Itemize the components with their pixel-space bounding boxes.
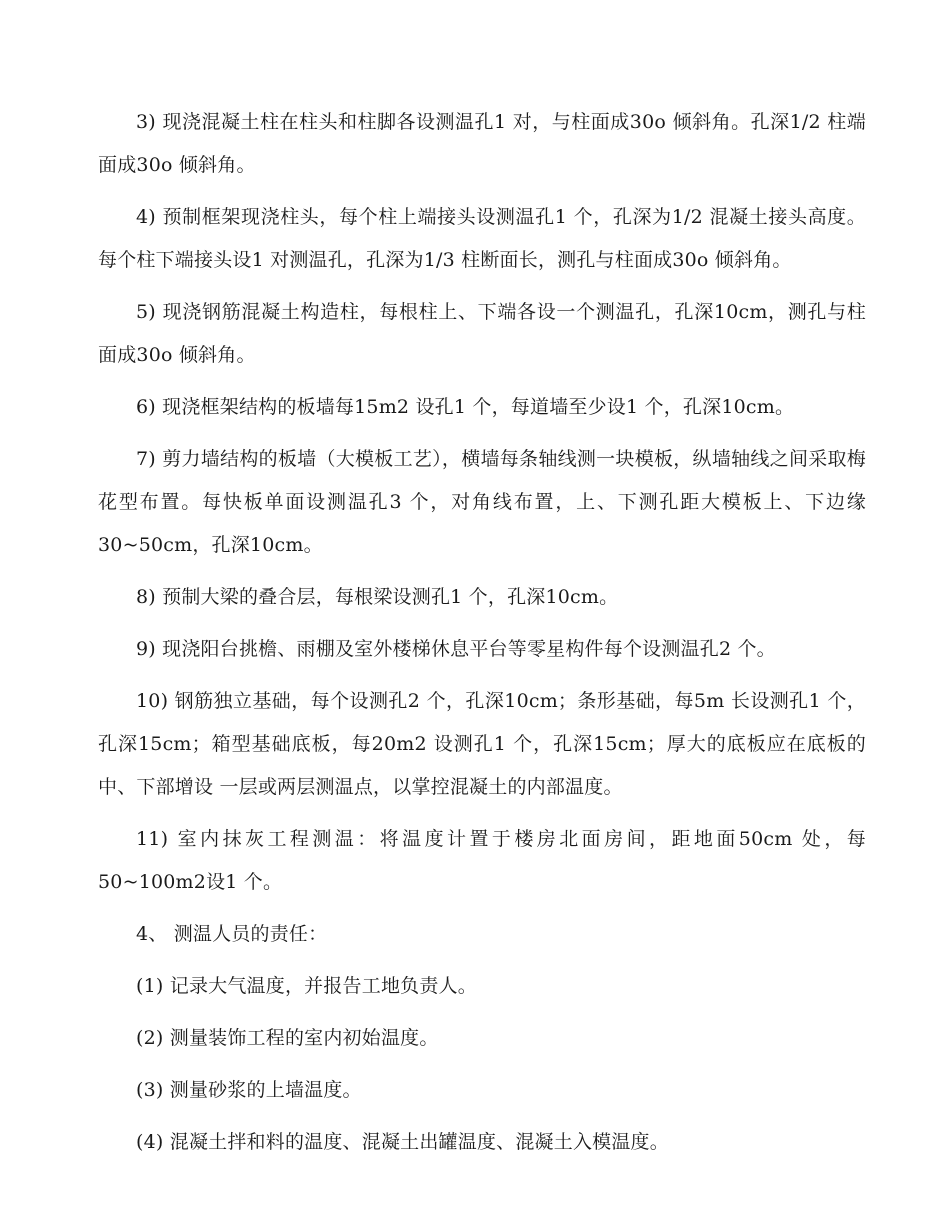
responsibility-item-4: (4) 混凝土拌和料的温度、混凝土出罐温度、混凝土入模温度。 — [136, 1131, 669, 1153]
paragraph-item-9: 9) 现浇阳台挑檐、雨棚及室外楼梯休息平台等零星构件每个设测温孔2 个。 — [136, 638, 776, 660]
responsibility-item-1: (1) 记录大气温度，并报告工地负责人。 — [136, 975, 477, 997]
section-heading-4: 4、 测温人员的责任： — [136, 923, 328, 945]
paragraph-item-3: 3) 现浇混凝土柱在柱头和柱脚各设测温孔1 对，与柱面成30o 倾斜角。孔深1/2 柱端面成30o 倾斜角。 — [98, 111, 866, 176]
responsibility-item-2: (2) 测量装饰工程的室内初始温度。 — [136, 1027, 439, 1049]
paragraph-item-6: 6) 现浇框架结构的板墙每15m2 设孔1 个，每道墙至少设1 个，孔深10cm。 — [136, 396, 795, 418]
paragraph-item-11: 11) 室内抹灰工程测温：将温度计置于楼房北面房间，距地面50cm 处，每50~100m2设1 个。 — [98, 828, 866, 893]
paragraph-item-7: 7) 剪力墙结构的板墙（大模板工艺），横墙每条轴线测一块模板，纵墙轴线之间采取梅花型布置。每快板单面设测温孔3 个，对角线布置，上、下测孔距大模板上、下边缘30~50cm，孔深10cm。 — [98, 448, 866, 556]
paragraph-item-4: 4) 预制框架现浇柱头，每个柱上端接头设测温孔1 个，孔深为1/2 混凝土接头高度。每个柱下端接头设1 对测温孔，孔深为1/3 柱断面长，测孔与柱面成30o 倾斜角。 — [98, 206, 866, 271]
paragraph-item-10: 10) 钢筋独立基础，每个设测孔2 个，孔深10cm；条形基础，每5m 长设测孔1 个，孔深15cm；箱型基础底板，每20m2 设测孔1 个，孔深15cm；厚大的底板应在底板的中、下部增设 一层或两层测温点，以掌控混凝土的内部温度。 — [98, 690, 866, 798]
paragraph-item-8: 8) 预制大梁的叠合层，每根梁设测孔1 个，孔深10cm。 — [136, 586, 619, 608]
responsibility-item-3: (3) 测量砂浆的上墙温度。 — [136, 1079, 362, 1101]
document-body — [98, 101, 866, 1173]
paragraph-item-5: 5) 现浇钢筋混凝土构造柱，每根柱上、下端各设一个测温孔，孔深10cm，测孔与柱面成30o 倾斜角。 — [98, 301, 866, 366]
